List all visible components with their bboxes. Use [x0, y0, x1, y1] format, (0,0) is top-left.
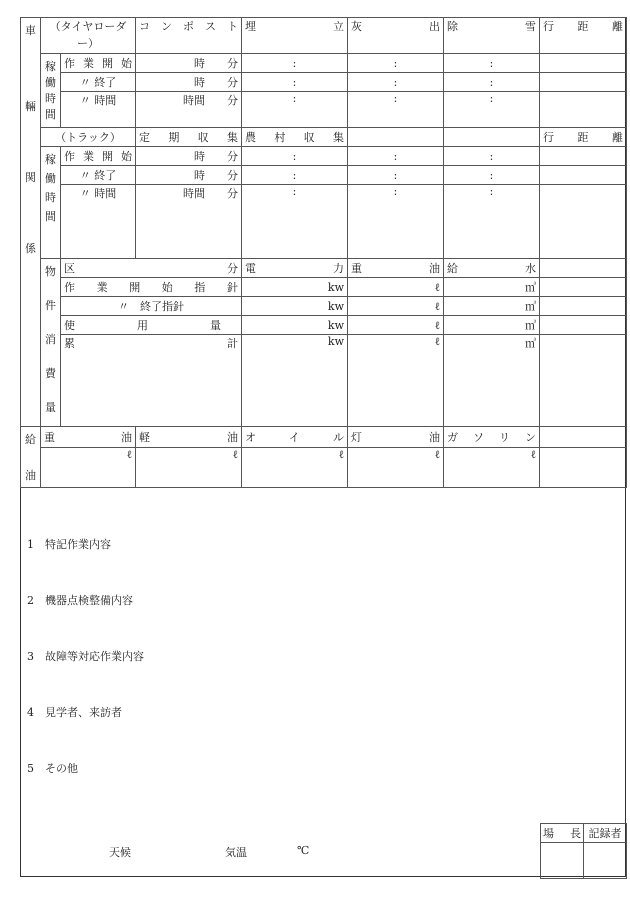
unit-minute: 分 — [227, 94, 238, 107]
truck-operating-label — [41, 147, 61, 259]
col-water: 給水 — [444, 259, 540, 278]
side-char: 車 — [25, 24, 36, 37]
col-gasoline: ガソリン — [444, 427, 540, 448]
side-char: 働 — [45, 76, 56, 89]
fuel-field[interactable]: ℓ — [444, 448, 540, 488]
daily-report-form — [20, 17, 626, 877]
col-oil: オイル — [242, 427, 348, 448]
col-regular-collection: 定期収集 — [136, 128, 242, 147]
oil-field[interactable]: ℓ — [348, 297, 444, 316]
loader-type-label: （タイヤローダー） — [41, 18, 136, 54]
row-label: 作 業 開 始 — [61, 54, 136, 73]
row-label: 〃 時間 — [61, 185, 136, 259]
materials-side-label — [41, 259, 61, 427]
oil-field[interactable]: ℓ — [348, 316, 444, 335]
row-label: 〃 時間 — [61, 92, 136, 128]
col-landfill-a: 埋 — [245, 20, 256, 33]
col-compost: コンポスト — [136, 18, 242, 54]
side-char: 間 — [45, 108, 56, 121]
col-category: 区分 — [61, 259, 242, 278]
unit-hour: 時間 — [183, 94, 205, 107]
col-landfill-b: 立 — [333, 20, 344, 33]
time-field[interactable]: : — [444, 166, 540, 185]
unit-minute: 分 — [227, 169, 238, 182]
distance-field[interactable] — [540, 185, 627, 259]
side-char: 稼 — [45, 60, 56, 73]
note-item — [27, 704, 122, 720]
temperature-label: 気温 — [225, 846, 247, 859]
signature-box — [540, 823, 627, 878]
empty-cell — [540, 259, 627, 278]
time-field[interactable]: : — [348, 147, 444, 166]
side-char: 量 — [45, 401, 56, 414]
col-landfill — [242, 18, 348, 54]
col-ash — [348, 18, 444, 54]
note-text: 特記作業内容 — [45, 538, 111, 551]
row-label: 使用量 — [61, 316, 242, 335]
empty-cell[interactable] — [540, 335, 627, 427]
loader-operating-label — [41, 54, 61, 128]
distance-field[interactable] — [540, 147, 627, 166]
col-distance: 行距離 — [540, 128, 627, 147]
row-label: 累計 — [61, 335, 242, 427]
time-field[interactable]: : — [444, 92, 540, 128]
note-text: 機器点検整備内容 — [45, 594, 133, 607]
fuel-side-label — [21, 427, 41, 488]
time-field[interactable] — [136, 147, 242, 166]
time-field[interactable]: : — [242, 147, 348, 166]
chief-stamp-field[interactable] — [541, 843, 584, 879]
empty-cell[interactable] — [540, 448, 627, 488]
side-char: 油 — [25, 469, 36, 482]
time-field[interactable] — [136, 73, 242, 92]
time-field[interactable]: : — [242, 185, 348, 259]
weather-label: 天候 — [109, 846, 131, 859]
unit-minute: 分 — [227, 150, 238, 163]
empty-cell — [444, 128, 540, 147]
distance-field[interactable] — [540, 166, 627, 185]
fuel-field[interactable]: ℓ — [242, 448, 348, 488]
unit-hour: 時 — [194, 150, 205, 163]
distance-field[interactable] — [540, 73, 627, 92]
water-field[interactable]: ㎥ — [444, 278, 540, 297]
side-char: 時 — [45, 191, 56, 204]
note-number: 2 — [27, 594, 34, 607]
col-rural-collection: 農村収集 — [242, 128, 348, 147]
time-field[interactable]: : — [348, 92, 444, 128]
time-field[interactable] — [136, 166, 242, 185]
time-field[interactable]: : — [242, 92, 348, 128]
row-label: 〃 終了指針 — [61, 297, 242, 316]
col-kerosene: 灯油 — [348, 427, 444, 448]
note-item — [27, 536, 111, 552]
recorder-stamp-field[interactable] — [584, 843, 627, 879]
row-label: 作 業 開 始 — [61, 147, 136, 166]
col-heavy-oil: 重油 — [41, 427, 136, 448]
note-item — [27, 648, 144, 664]
row-label: 〃 終了 — [61, 166, 136, 185]
unit-hour: 時 — [194, 76, 205, 89]
vehicle-side-label — [21, 18, 41, 427]
time-field[interactable]: : — [348, 166, 444, 185]
time-field[interactable]: : — [348, 73, 444, 92]
unit-minute: 分 — [227, 187, 238, 200]
water-field[interactable]: ㎥ — [444, 335, 540, 427]
unit-hour: 時 — [194, 57, 205, 70]
side-char: 物 — [45, 265, 56, 278]
time-field[interactable] — [136, 185, 242, 259]
row-label: 〃 終了 — [61, 73, 136, 92]
col-snow-a: 除 — [447, 20, 458, 33]
side-char: 件 — [45, 299, 56, 312]
side-char: 給 — [25, 433, 36, 446]
side-char: 関 — [25, 171, 36, 184]
water-field[interactable]: ㎥ — [444, 316, 540, 335]
notes-section — [21, 501, 625, 877]
note-text: 故障等対応作業内容 — [45, 650, 144, 663]
electricity-field[interactable]: kw — [242, 335, 348, 427]
col-light-oil: 軽油 — [136, 427, 242, 448]
fuel-field[interactable]: ℓ — [41, 448, 136, 488]
col-heavy-oil: 重油 — [348, 259, 444, 278]
fuel-field[interactable]: ℓ — [348, 448, 444, 488]
note-number: 4 — [27, 706, 34, 719]
col-electricity: 電力 — [242, 259, 348, 278]
side-char: 時 — [45, 92, 56, 105]
empty-cell — [348, 128, 444, 147]
side-char: 輛 — [25, 100, 36, 113]
side-char: 費 — [45, 367, 56, 380]
time-field[interactable]: : — [242, 73, 348, 92]
oil-field[interactable]: ℓ — [348, 335, 444, 427]
empty-cell[interactable] — [540, 316, 627, 335]
truck-type-label: （トラック） — [41, 128, 136, 147]
time-field[interactable] — [136, 54, 242, 73]
time-field[interactable]: : — [444, 185, 540, 259]
note-number: 3 — [27, 650, 34, 663]
time-field[interactable]: : — [444, 147, 540, 166]
fuel-field[interactable]: ℓ — [136, 448, 242, 488]
note-item — [27, 760, 78, 776]
col-ash-b: 出 — [429, 20, 440, 33]
report-grid — [20, 17, 627, 488]
empty-cell[interactable] — [540, 297, 627, 316]
col-ash-a: 灰 — [351, 20, 362, 33]
col-snow — [444, 18, 540, 54]
time-field[interactable]: : — [444, 54, 540, 73]
note-text: その他 — [45, 762, 78, 775]
time-field[interactable]: : — [348, 54, 444, 73]
oil-field[interactable]: ℓ — [348, 278, 444, 297]
unit-hour: 時 — [194, 169, 205, 182]
water-field[interactable]: ㎥ — [444, 297, 540, 316]
row-label: 作業開始指針 — [61, 278, 242, 297]
time-field[interactable]: : — [348, 185, 444, 259]
unit-minute: 分 — [227, 57, 238, 70]
note-item — [27, 592, 133, 608]
chief-label: 場長 — [541, 824, 584, 843]
empty-cell — [540, 427, 627, 448]
time-field[interactable] — [136, 92, 242, 128]
side-char: 稼 — [45, 153, 56, 166]
side-char: 働 — [45, 172, 56, 185]
time-field[interactable]: : — [242, 54, 348, 73]
note-number: 1 — [27, 538, 34, 551]
unit-hour: 時間 — [183, 187, 205, 200]
time-field[interactable]: : — [444, 73, 540, 92]
col-snow-b: 雪 — [525, 20, 536, 33]
electricity-field[interactable]: kw — [242, 278, 348, 297]
electricity-field[interactable]: kw — [242, 297, 348, 316]
side-char: 間 — [45, 210, 56, 223]
distance-field[interactable] — [540, 92, 627, 128]
unit-minute: 分 — [227, 76, 238, 89]
empty-cell[interactable] — [540, 278, 627, 297]
recorder-label: 記録者 — [584, 824, 627, 843]
distance-field[interactable] — [540, 54, 627, 73]
col-distance: 行距離 — [540, 18, 627, 54]
time-field[interactable]: : — [242, 166, 348, 185]
note-number: 5 — [27, 762, 34, 775]
electricity-field[interactable]: kw — [242, 316, 348, 335]
note-text: 見学者、来訪者 — [45, 706, 122, 719]
side-char: 消 — [45, 333, 56, 346]
temperature-unit: ℃ — [297, 844, 310, 857]
side-char: 係 — [25, 242, 36, 255]
